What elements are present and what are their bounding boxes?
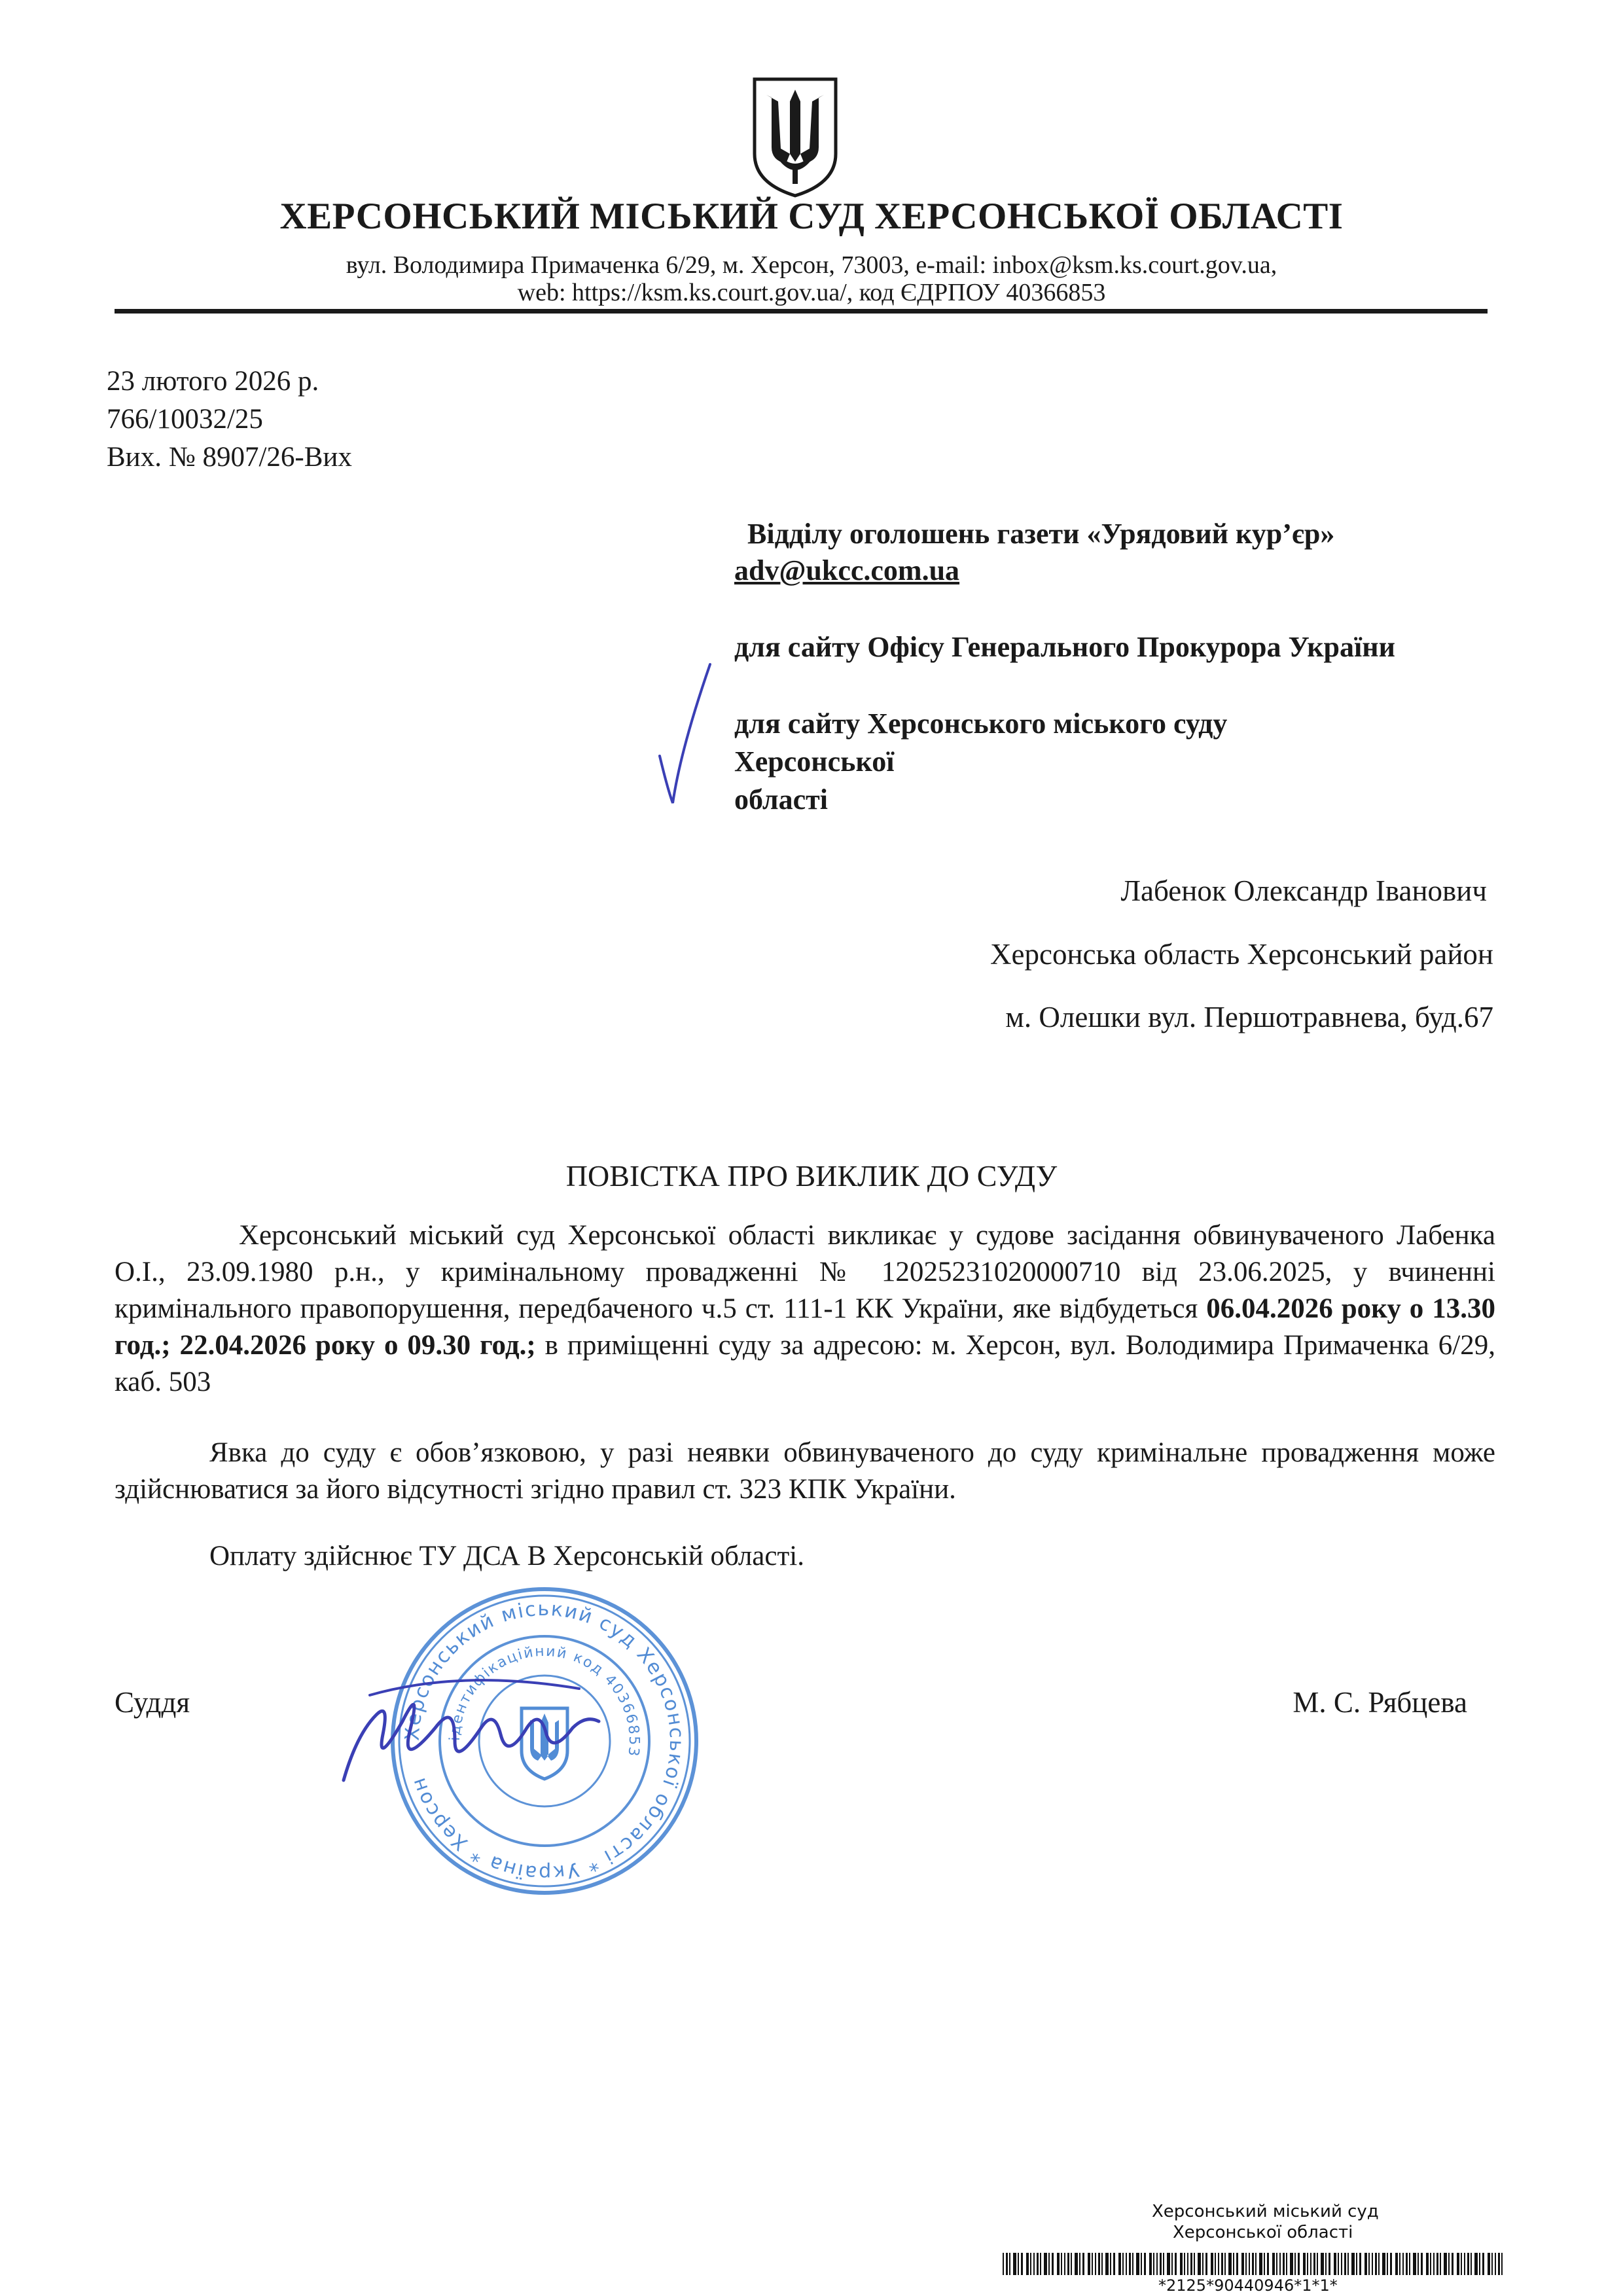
recipient-prosecutor: для сайту Офісу Генерального Прокурора України [734,631,1395,663]
summons-paragraph-3 [115,1538,1495,1575]
recipient-court-site: для сайту Херсонського міського суду [734,708,1228,740]
addressee-street: м. Олешки вул. Першотравнева, буд.67 [1005,1001,1493,1033]
recipient-newspaper: Відділу оголошень газети «Урядовий кур’єр» [747,518,1335,550]
summons-p1-text-b: в приміщенні суду за адресою: м. Херсон, вул. Володимира Примаченка 6/29, каб. 503 [115,1330,1495,1397]
addressee-name: Лабенок Олександр Іванович [1120,874,1487,907]
recipient-court-site-3: області [734,783,828,816]
court-address-line1: вул. Володимира Примаченка 6/29, м. Херсон, 73003, e-mail: inbox@ksm.ks.court.gov.ua, [346,251,1277,279]
judge-signature [330,1656,632,1793]
header-divider [115,309,1488,314]
barcode [1003,2253,1507,2275]
hearing-dates: 06.04.2026 року о 13.30 год.; 22.04.2026 року о 09.30 год.; [115,1293,1496,1361]
checkmark-icon [648,658,720,808]
outgoing-number: Вих. № 8907/26-Вих [107,442,352,473]
summons-p2-text: Явка до суду є обов’язковою, у разі неявки обвинуваченого до суду кримінальне провадження може здійснюватися за його відсутності згідно правил ст. 323 КПК України. [115,1437,1495,1505]
svg-text:Херсонський міський суд Херсон: Херсонський міський суд Херсонської області * Україна * Херсон [401,1597,688,1885]
court-address-line2: web: https://ksm.ks.court.gov.ua/, код ЄДРПОУ 40366853 [517,279,1106,306]
summons-paragraph-2 [115,1435,1495,1508]
recipient-court-site-2: Херсонської [734,745,895,778]
summons-p3-text: Оплату здійснює ТУ ДСА В Херсонській області. [209,1541,804,1571]
summons-title: ПОВІСТКА ПРО ВИКЛИК ДО СУДУ [565,1159,1058,1193]
case-number: 766/10032/25 [107,404,263,435]
judge-name: М. С. Рябцева [1293,1686,1467,1719]
summons-paragraph-1 [115,1217,1495,1401]
footer-court-line1: Херсонський міський суд [1152,2202,1379,2221]
footer-court-line2: Херсонської області [1173,2223,1353,2242]
court-title: ХЕРСОНСЬКИЙ МІСЬКИЙ СУД ХЕРСОНСЬКОЇ ОБЛАСТІ [279,196,1344,237]
addressee-region: Херсонська область Херсонський район [990,938,1493,971]
document-date: 23 лютого 2026 р. [107,366,319,397]
signature-label: Суддя [115,1686,190,1719]
svg-text:ідентифікаційний код 40366853: ідентифікаційний код 40366853 [446,1643,643,1759]
barcode-text: *2125*90440946*1*1* [1158,2276,1338,2295]
summons-p1-text-a: Херсонський міський суд Херсонської області викликає у судове засідання обвинуваченого Лабенка О.І., 23.09.1980 р.н., у кримінальному провадженні № 12025231020000710 від 23.06.2025, у вчиненні кримінального правопорушення, передбаченого ч.5 ст. 111-1 КК України, яке відбудеться [115,1220,1495,1324]
recipient-email: adv@ukcc.com.ua [734,554,960,586]
coat-of-arms-icon [749,75,841,200]
